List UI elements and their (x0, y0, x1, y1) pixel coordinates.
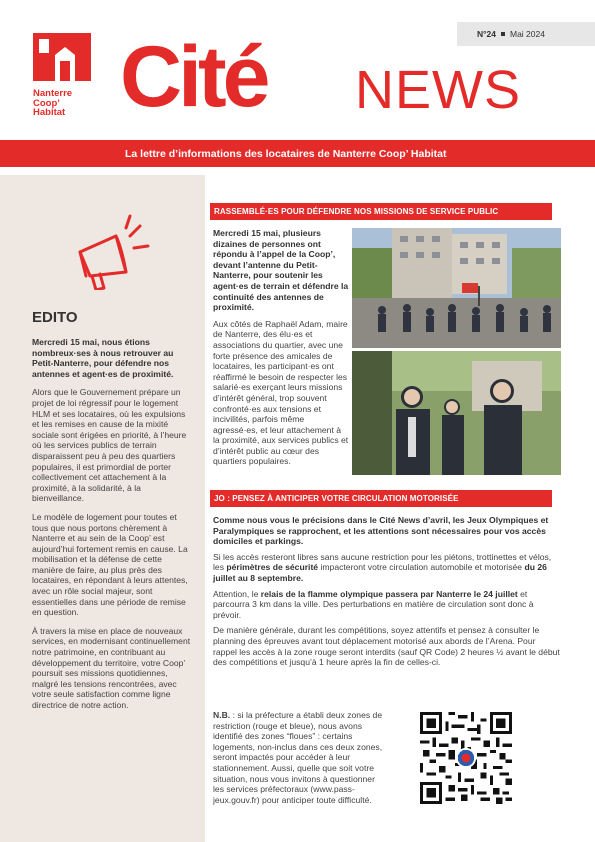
rally-crowd-photo (352, 228, 561, 348)
megaphone-icon (72, 210, 150, 290)
edito-column (0, 175, 205, 842)
issue-number: N°24 (477, 29, 496, 39)
article2-paragraph (213, 552, 560, 584)
text-run: et parcourra 3 km dans la ville. Des perturbations en matière de circulation sont donc à prévoir. (213, 588, 534, 620)
article1-text (213, 228, 350, 467)
article1-heading: RASSEMBLÉ·ES POUR DÉFENDRE NOS MISSIONS DE SERVICE PUBLIC (210, 203, 552, 220)
text-run: impacteront votre circulation automobile et motorisée (318, 562, 525, 573)
edito-title: EDITO (32, 309, 78, 326)
text-run: Attention, le (213, 588, 261, 599)
edito-paragraph: Alors que le Gouvernement prépare un projet de loi régressif pour le logement HLM et ses locataires, où les expulsions et les remises en cause de la mixité sociale sont érigées en priorité, à l’heure où les services publics de terrain disparaissent peu à peu des quartiers populaires, il est primordial de porter collectivement cet attachement à la proximité, à la solidarité, à la bienveillance. (32, 387, 187, 504)
edito-paragraph: Le modèle de logement pour toutes et tous que nous portons chèrement à Nanterre et au sein de la Coop’ est aujourd’hui fortement remis en cause. La mobilisation et la défense de cette manière de faire, au plus près des locataires, en répondant à leurs attentes, avec un rôle social majeur, sont essentielles dans une période de remise en question. (32, 511, 188, 618)
nb-label: N.B. (213, 710, 231, 720)
masthead (0, 0, 595, 140)
article1-body: Aux côtés de Raphaël Adam, maire de Nanterre, des élu·es et associations du quartier, avec une forte présence des amicales de locataires, les participant·es ont réaffirmé le besoin de respecter les salarié·es exerçant leurs missions d’intérêt général, trop souvent confronté·es aux tensions et incivilités, parfois même agressé·es, et leur attachement à la proximité, aux services publics et d’intérêt public au cœur des quartiers populaires. (213, 318, 349, 467)
speakers-photo (352, 351, 561, 475)
tagline-banner (0, 140, 595, 167)
article2-text (213, 515, 560, 673)
issue-date: Mai 2024 (510, 29, 545, 39)
article2-paragraph: De manière générale, durant les compétitions, soyez attentifs et pensez à consulter le planning des épreuves avant tout déplacement motorisé aux abords de l’Arena. Pour rappel les accès à la zone rouge seront interdits (sauf QR Code) 2 heures ½ avant le début des compétitions et jusqu’à 1 heure après la fin de celles-ci. (213, 625, 560, 668)
issue-info (457, 22, 595, 46)
article1-lead: Mercredi 15 mai, plusieurs dizaines de personnes ont répondu à l’appel de la Coop’, devant l’antenne du Petit-Nanterre, pour soutenir les agent·es de terrain et défendre la continuité des antennes de proximité. (213, 228, 349, 313)
logo-line: Habitat (33, 107, 66, 118)
article2-heading: JO : PENSEZ À ANTICIPER VOTRE CIRCULATION MOTORISÉE (210, 490, 552, 507)
tagline: La lettre d’informations des locataires de Nanterre Coop’ Habitat (125, 147, 447, 160)
nota-bene (213, 710, 383, 805)
brand-news: NEWS (355, 60, 521, 120)
edito-lead: Mercredi 15 mai, nous étions nombreux·ses à nous retrouver au Petit-Nanterre, pour défendre nos antennes et agent·es de proximité. (32, 337, 174, 379)
logo-line: Coop’ (33, 97, 60, 109)
nanterre-coop-habitat-logo (33, 33, 93, 118)
text-run-bold: du 26 juillet au 8 septembre. (213, 562, 547, 583)
edito-body (32, 337, 192, 719)
text-run: Si les accès resteront libres sans aucune restriction pour les piétons, trottinettes et vélos, les (213, 551, 552, 573)
article2-lead: Comme nous vous le précisions dans le Cité News d’avril, les Jeux Olympiques et Paralympiques se rapprochent, et les attentions sont nécessaires pour vos accès domiciles et parkings. (213, 515, 549, 547)
text-run-bold: périmètres de sécurité (226, 562, 319, 573)
qr-code-icon[interactable] (420, 712, 512, 804)
text-run-bold: relais de la flamme olympique passera par Nanterre le 24 juillet (260, 588, 518, 599)
edito-paragraph: À travers la mise en place de nouveaux services, en modernisant continuellement notre patrimoine, en contribuant au développement du territoire, votre Coop’ poursuit ses missions quotidiennes, malgré les tensions rencontrées, avec votre seule satisfaction comme ligne directrice de notre action. (32, 625, 191, 710)
article2-paragraph (213, 589, 560, 621)
separator-dot (501, 32, 505, 36)
brand-cite: Cité (120, 29, 267, 125)
nb-text: : si la préfecture a établi deux zones de restriction (rouge et bleue), nous avons identifié des zones “floues” : certains logements, non-inclus dans ces deux zones, seront impactés pour accéder à leur stationnement. Aussi, quelle que soit votre situation, nous vous invitons à questionner les services préfectoraux (www.pass-jeux.gouv.fr) pour anticiper toute difficulté. (213, 710, 383, 805)
logo-line: Nanterre (33, 88, 73, 99)
logo-text (33, 89, 93, 118)
building-logo-icon (33, 33, 91, 81)
